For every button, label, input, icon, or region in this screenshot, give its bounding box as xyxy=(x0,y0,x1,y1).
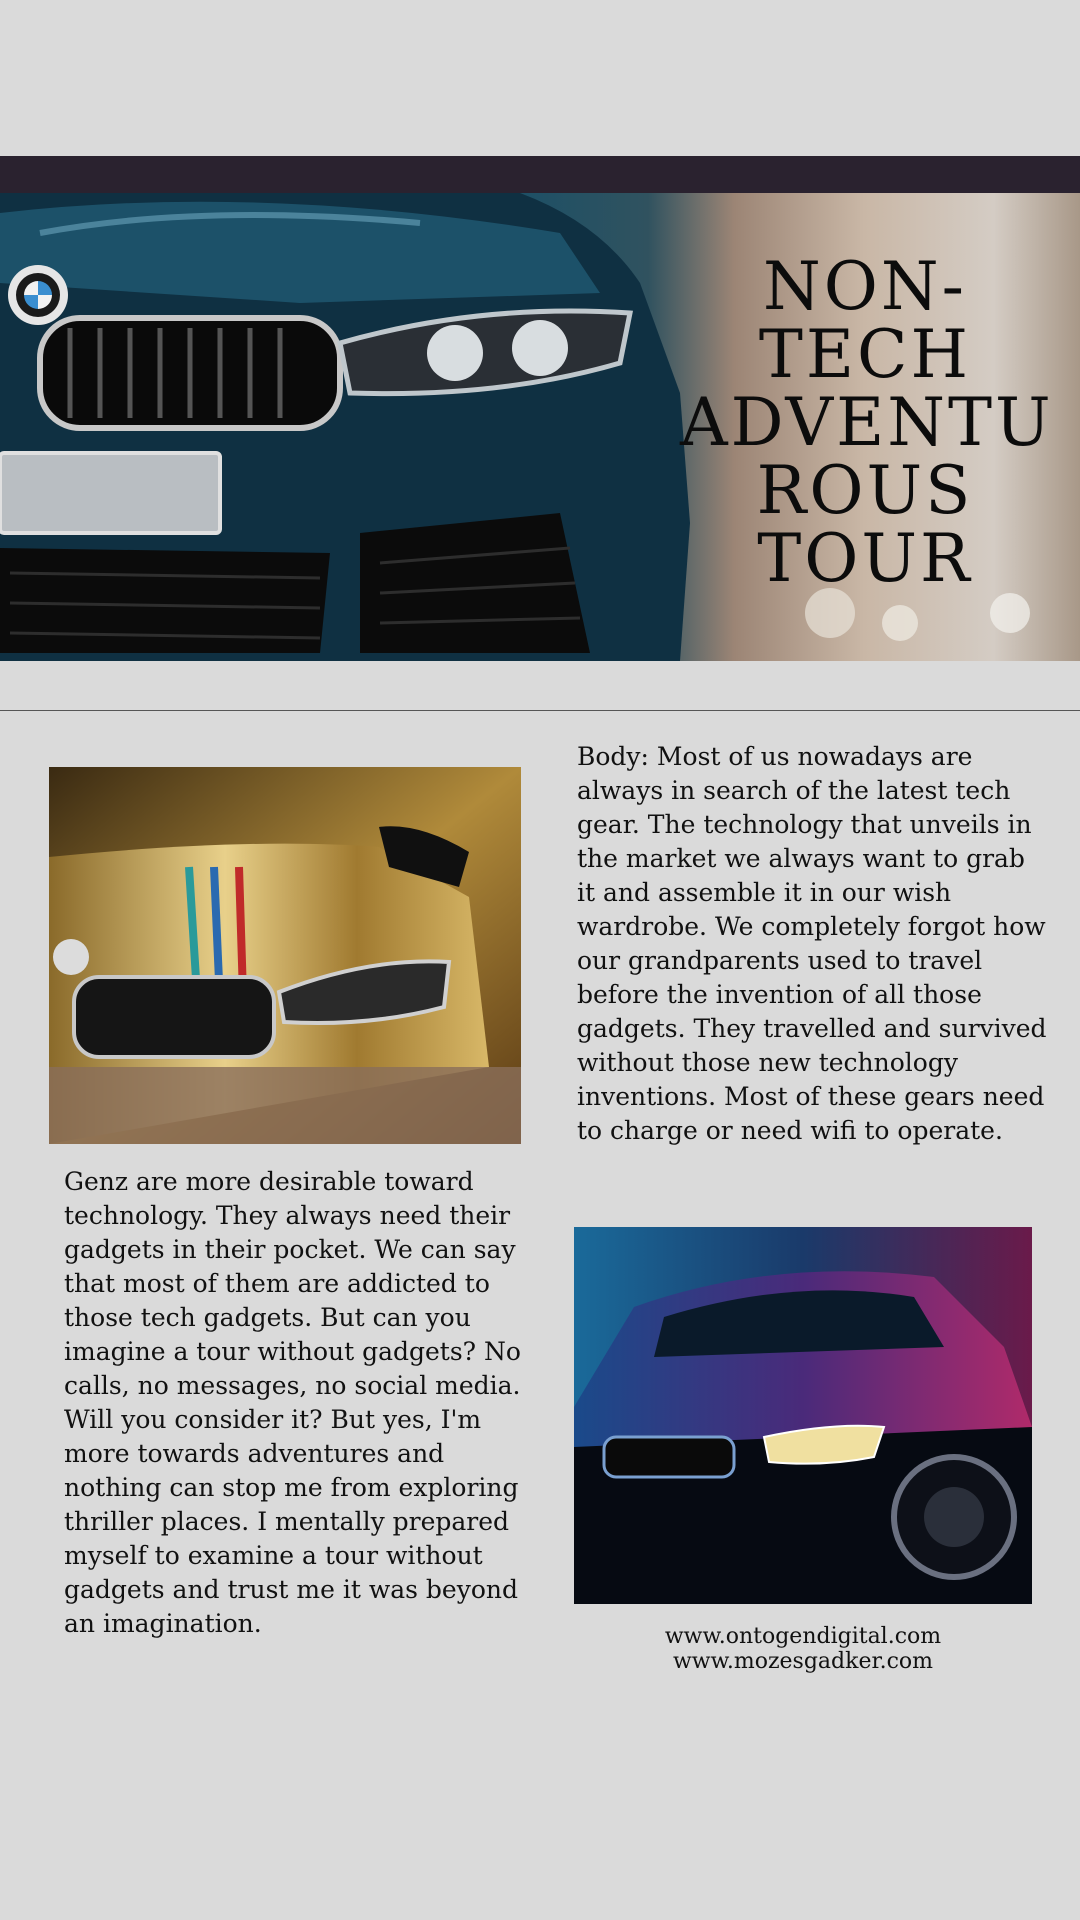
hero-banner xyxy=(0,193,1080,661)
body-paragraph: Body: Most of us nowadays are always in search of the latest tech gear. The technology that unveils in the market we always want to grab it and assemble it in our wish wardrobe. We completely forgot how our grandparents used to travel before the invention of all those gadgets. They travelled and survived without those new technology inventions. Most of these gears need to charge or need wifi to operate. xyxy=(577,742,1047,1145)
gold-car-photo xyxy=(49,767,521,1144)
hero-title-line: NON- xyxy=(763,248,967,325)
website-link[interactable]: www.mozesgadker.com xyxy=(672,1649,934,1674)
hero-title-line: ADVENTU xyxy=(680,384,1054,461)
website-link[interactable]: www.ontogendigital.com xyxy=(664,1624,942,1649)
header-band xyxy=(0,156,1080,193)
hero-title-line: TECH xyxy=(758,316,972,393)
section-divider xyxy=(0,710,1080,711)
blue-car-photo xyxy=(574,1227,1032,1604)
hero-title-line: ROUS xyxy=(756,452,974,529)
hero-title-line: TOUR xyxy=(757,520,973,597)
genz-paragraph: Genz are more desirable toward technology. They always need their gadgets in their pocket. We can say that most of them are addicted to those tech gadgets. But can you imagine a tour without gadgets? No calls, no messages, no social media. Will you consider it? But yes, I'm more towards adventures and nothing can stop me from exploring thriller places. I mentally prepared myself to examine a tour without gadgets and trust me it was beyond an imagination. xyxy=(64,1167,521,1638)
footer-links xyxy=(574,1624,1032,1674)
hero-title xyxy=(680,248,1054,597)
